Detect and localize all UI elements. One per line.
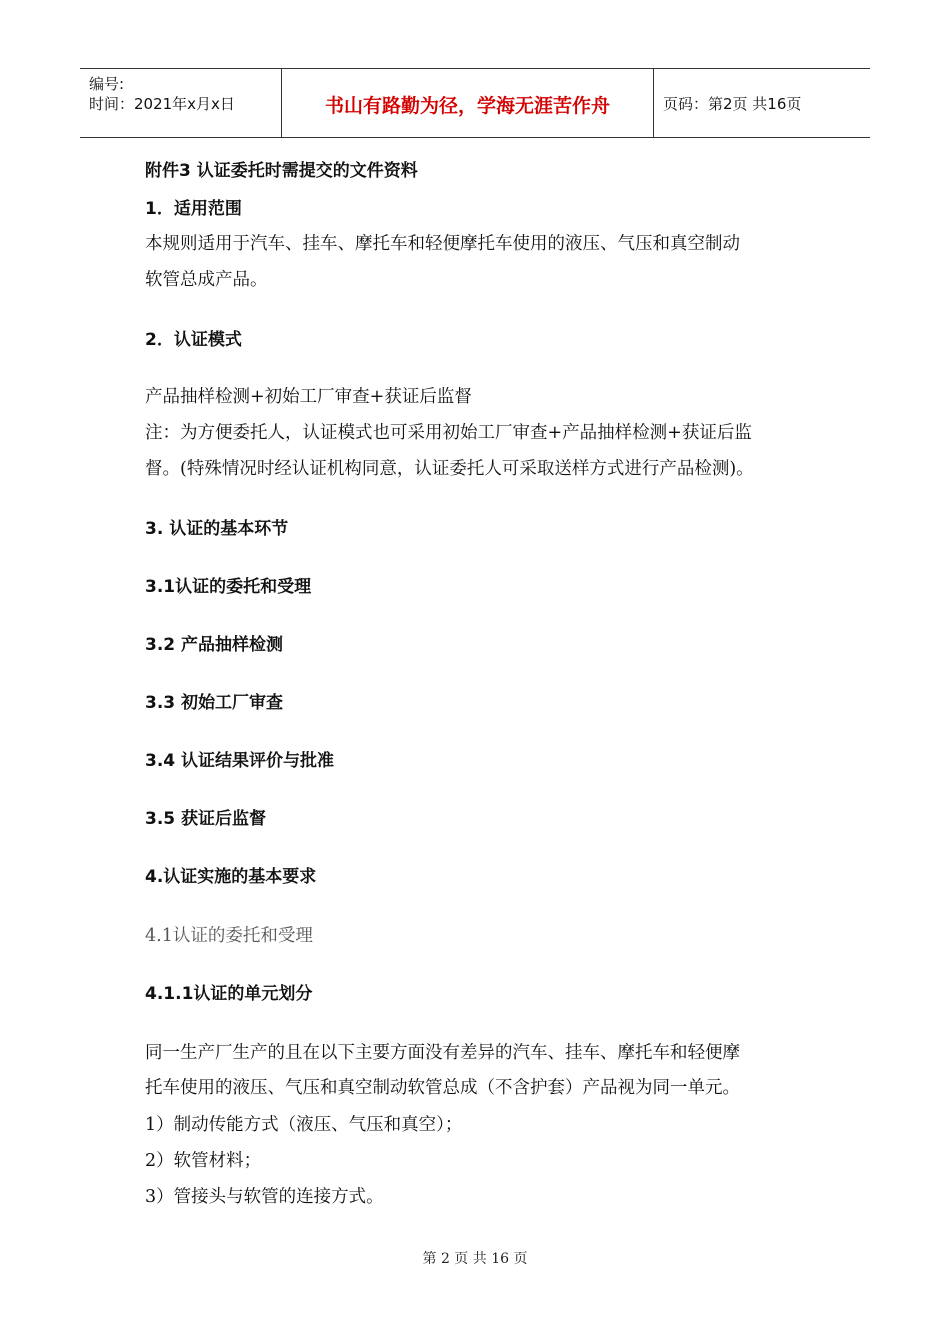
paragraph-line: 本规则适用于汽车、挂车、摩托车和轻便摩托车使用的液压、气压和真空制动 <box>145 234 740 254</box>
header-motto: 书山有路勤为径，学海无涯苦作舟 <box>324 95 610 117</box>
paragraph-line: 软管总成产品。 <box>145 270 268 290</box>
page-footer: 第 2 页 共 16 页 <box>422 1251 528 1267</box>
subsection-heading: 3.3 初始工厂审查 <box>145 693 284 713</box>
list-item: 3）管接头与软管的连接方式。 <box>145 1187 384 1207</box>
header-page-info: 页码：第2页 共16页 <box>663 95 802 113</box>
subsection-heading: 3.5 获证后监督 <box>145 809 267 829</box>
subsection-heading: 3.1认证的委托和受理 <box>145 577 312 597</box>
section-4-heading: 4.认证实施的基本要求 <box>145 867 317 887</box>
header-meta <box>80 69 281 137</box>
doc-number-label: 编号: <box>89 75 125 93</box>
subsection-heading: 4.1.1认证的单元划分 <box>145 984 313 1004</box>
attachment-title: 附件3 认证委托时需提交的文件资料 <box>145 161 418 181</box>
section-3-heading: 3. 认证的基本环节 <box>145 519 289 539</box>
subsection-heading: 3.2 产品抽样检测 <box>145 635 284 655</box>
note-line: 督。(特殊情况时经认证机构同意，认证委托人可采取送样方式进行产品检测)。 <box>145 459 754 479</box>
list-item: 2）软管材料； <box>145 1151 262 1171</box>
doc-date-label: 时间：2021年x月x日 <box>89 95 235 113</box>
header-motto-cell <box>281 69 654 137</box>
section-1-heading: 1．适用范围 <box>145 199 242 219</box>
paragraph-line: 同一生产厂生产的且在以下主要方面没有差异的汽车、挂车、摩托车和轻便摩 <box>145 1043 740 1063</box>
subsection-heading: 3.4 认证结果评价与批准 <box>145 751 335 771</box>
list-item: 1）制动传能方式（液压、气压和真空）； <box>145 1115 463 1135</box>
header-page-cell <box>653 69 870 137</box>
section-2-heading: 2．认证模式 <box>145 330 242 350</box>
subsection-heading: 4.1认证的委托和受理 <box>145 926 313 946</box>
page-header <box>80 68 870 138</box>
paragraph-line: 产品抽样检测+初始工厂审查+获证后监督 <box>145 387 472 407</box>
paragraph-line: 托车使用的液压、气压和真空制动软管总成（不含护套）产品视为同一单元。 <box>145 1078 740 1098</box>
note-line: 注：为方便委托人，认证模式也可采用初始工厂审查+产品抽样检测+获证后监 <box>145 423 752 443</box>
